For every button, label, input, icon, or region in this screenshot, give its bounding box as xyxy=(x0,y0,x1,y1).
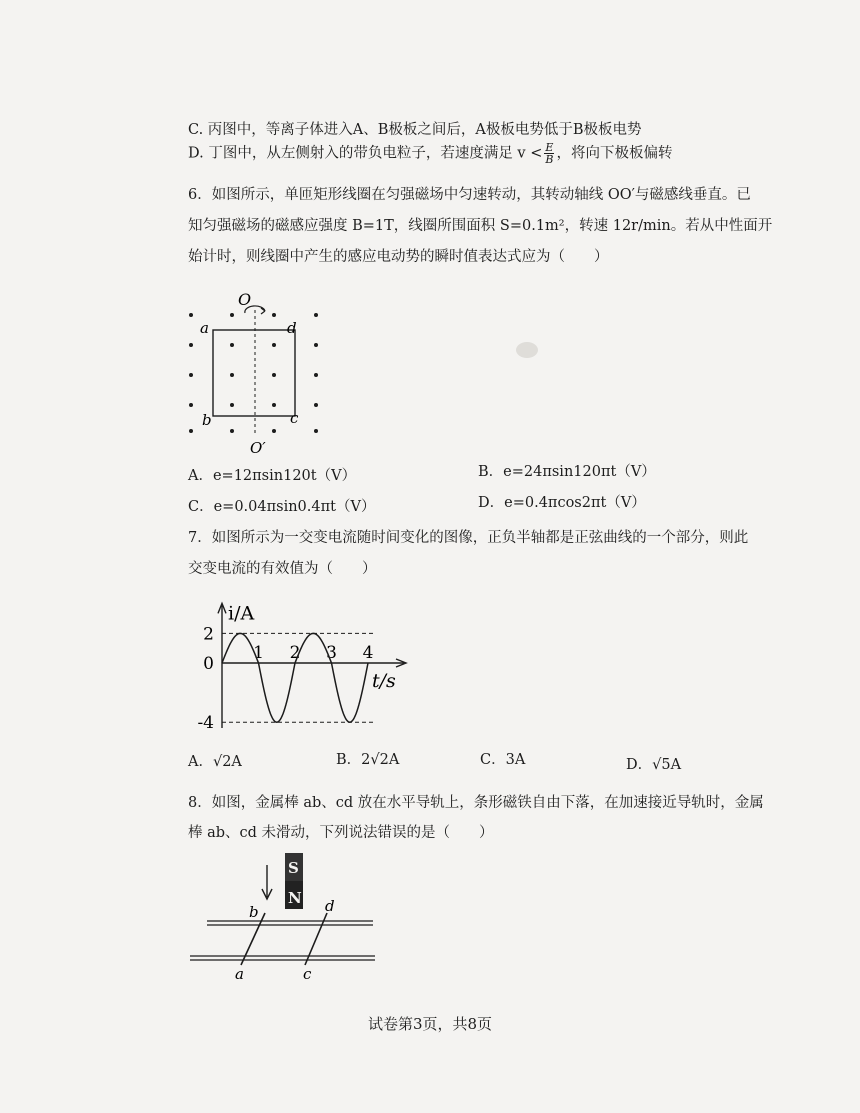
q5-option-c: C. 丙图中，等离子体进入A、B极板之间后，A极板电势低于B极板电势 xyxy=(188,122,642,138)
rod-label-a: a xyxy=(235,965,244,983)
y-axis-label: i/A xyxy=(228,602,255,625)
q6-option-a: A．e=12πsin120t（V） xyxy=(188,468,357,484)
q7-option-b: B．2√2A xyxy=(336,752,400,768)
q7-stem-line1: 7．如图所示为一交变电流随时间变化的图像，正负半轴都是正弦曲线的一个部分，则此 xyxy=(188,530,749,546)
coil-rectangle xyxy=(213,330,295,416)
series-line-2 xyxy=(259,663,296,722)
q6-option-c: C．e=0.04πsin0.4πt（V） xyxy=(188,499,376,515)
q6-stem-line3: 始计时，则线圈中产生的感应电动势的瞬时值表达式应为（ ） xyxy=(188,249,609,265)
x-tick-label: 1 xyxy=(253,643,264,663)
y-tick-label: 2 xyxy=(203,624,214,645)
fraction-numerator: E xyxy=(545,141,554,154)
q7-option-d: D．√5A xyxy=(626,757,682,773)
series-line-4 xyxy=(332,663,369,722)
y-tick-label: 0 xyxy=(203,654,214,674)
q5-fraction xyxy=(544,142,554,165)
q8-stem-line2: 棒 ab、cd 未滑动，下列说法错误的是（ ） xyxy=(188,825,494,841)
rod-label-c: c xyxy=(303,965,312,983)
magnet-label-s: S xyxy=(288,859,299,877)
q7-option-c: C．3A xyxy=(480,752,526,768)
axis-label-o: O xyxy=(238,290,252,309)
scan-smudge xyxy=(516,342,538,358)
x-tick-label: 3 xyxy=(326,643,337,663)
rod-label-b: b xyxy=(249,903,259,921)
x-axis-label: t/s xyxy=(372,670,396,692)
fraction-denominator: B xyxy=(545,153,554,166)
x-tick-label: 4 xyxy=(362,643,374,663)
magnet-label-n: N xyxy=(288,889,302,907)
q6-option-d: D．e=0.4πcos2πt（V） xyxy=(478,495,646,511)
rod-label-d: d xyxy=(325,897,335,915)
q5-option-d-suffix: ，将向下极板偏转 xyxy=(556,145,673,162)
q6-stem-line2: 知匀强磁场的磁感应强度 B=1T，线圈所围面积 S=0.1m²，转速 12r/min。若从中性面开 xyxy=(188,218,773,234)
corner-label-d: d xyxy=(287,319,297,337)
q7-stem-line2: 交变电流的有效值为（ ） xyxy=(188,561,377,577)
page-footer: 试卷第3页，共8页 xyxy=(367,1015,493,1033)
q6-stem-line1: 6．如图所示，单匝矩形线圈在匀强磁场中匀速转动，其转动轴线 OO′与磁感线垂直。已 xyxy=(188,187,751,203)
corner-label-b: b xyxy=(202,411,212,429)
q6-coil-figure xyxy=(180,285,330,460)
q8-stem-line1: 8．如图，金属棒 ab、cd 放在水平导轨上，条形磁铁自由下落，在加速接近导轨时，金属 xyxy=(188,795,764,811)
axis-label-o-prime: O′ xyxy=(250,439,266,457)
y-tick-label: -4 xyxy=(197,713,214,728)
q5-option-d xyxy=(188,142,672,165)
q6-option-b: B．e=24πsin120πt（V） xyxy=(478,464,656,480)
q7-current-chart xyxy=(190,588,420,728)
corner-label-a: a xyxy=(200,319,209,337)
q8-rails-figure xyxy=(185,845,385,985)
q5-option-d-prefix: D. 丁图中，从左侧射入的带负电粒子，若速度满足 v < xyxy=(188,145,543,162)
q7-option-a: A．√2A xyxy=(188,754,242,770)
corner-label-c: c xyxy=(290,409,299,427)
x-tick-label: 2 xyxy=(289,643,301,663)
